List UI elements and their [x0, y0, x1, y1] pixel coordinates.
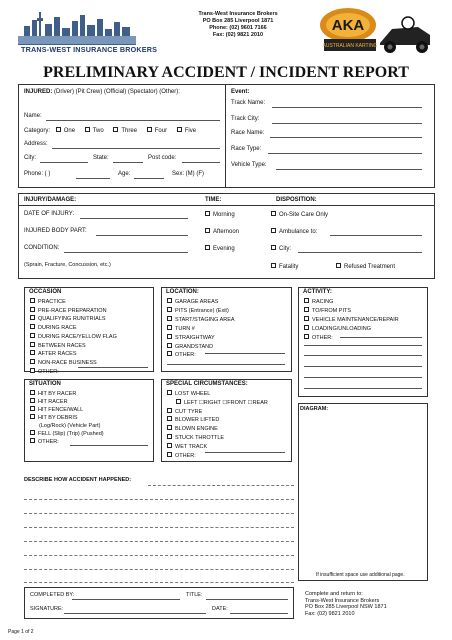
state-label: State:	[93, 155, 109, 161]
postcode-label: Post code:	[148, 155, 177, 161]
location-checkbox[interactable]	[167, 343, 172, 348]
special-checkbox[interactable]	[167, 390, 172, 395]
list-item: BLOWER LIFTED	[167, 416, 268, 425]
location-checkbox[interactable]	[167, 298, 172, 303]
list-item: LOST WHEEL	[167, 390, 268, 399]
ambulance-field[interactable]	[330, 235, 422, 236]
signature-label: SIGNATURE:	[30, 606, 64, 612]
age-field[interactable]	[134, 178, 164, 179]
time-afternoon: Afternoon	[205, 228, 239, 235]
describe-line[interactable]	[24, 582, 294, 583]
kart-logo-icon	[318, 5, 436, 55]
activity-other-field[interactable]	[340, 337, 422, 338]
completed-by-label: COMPLETED BY:	[30, 592, 75, 598]
describe-label: DESCRIBE HOW ACCIDENT HAPPENED:	[24, 477, 132, 483]
activity-list	[304, 298, 399, 343]
describe-line[interactable]	[24, 499, 294, 500]
injured-event-section	[18, 84, 435, 188]
injured-role-options: (Driver) (Pit Crew) (Official) (Spectator) (Other):	[54, 89, 180, 95]
injury-damage-header: INJURY/DAMAGE:	[24, 197, 77, 203]
page-title: PRELIMINARY ACCIDENT / INCIDENT REPORT	[43, 64, 409, 81]
date-of-injury-label: DATE OF INJURY:	[24, 211, 75, 217]
special-checkbox[interactable]	[167, 416, 172, 421]
state-field[interactable]	[113, 162, 143, 163]
injured-roles	[24, 89, 180, 95]
return-line: Trans-West Insurance Brokers	[305, 597, 380, 604]
describe-line[interactable]	[24, 569, 294, 570]
injured-body-part-label: INJURED BODY PART:	[24, 228, 87, 234]
page-number: Page 1 of 2	[8, 629, 34, 635]
special-checkbox[interactable]	[167, 443, 172, 448]
address-label: Address:	[24, 141, 48, 147]
list-item: STUCK THROTTLE	[167, 434, 268, 443]
describe-line[interactable]	[24, 513, 294, 514]
situation-checkbox[interactable]	[30, 438, 35, 443]
track-name-field[interactable]	[272, 107, 422, 108]
situation-other-field[interactable]	[70, 445, 148, 446]
activity-checkbox[interactable]	[304, 298, 309, 303]
address-line: Trans-West Insurance Brokers	[198, 11, 278, 17]
occasion-checkbox[interactable]	[30, 333, 35, 338]
list-item: WET TRACK	[167, 443, 268, 452]
special-checkbox[interactable]	[167, 408, 172, 413]
location-other-field[interactable]	[205, 353, 285, 354]
occasion-checkbox[interactable]	[30, 324, 35, 329]
name-label: Name:	[24, 113, 42, 119]
title-label: TITLE:	[186, 592, 203, 598]
city-field[interactable]	[40, 162, 88, 163]
occasion-header: OCCASION	[29, 289, 62, 295]
occasion-checkbox[interactable]	[30, 315, 35, 320]
special-list	[167, 390, 268, 460]
date-field[interactable]	[230, 613, 288, 614]
special-circumstances-header: SPECIAL CIRCUMSTANCES:	[166, 381, 248, 387]
describe-line[interactable]	[24, 541, 294, 542]
describe-line[interactable]	[24, 527, 294, 528]
occasion-checkbox[interactable]	[30, 298, 35, 303]
list-item: VEHICLE MAINTENANCE/REPAIR	[304, 316, 399, 325]
completed-by-field[interactable]	[72, 599, 180, 600]
track-city-label: Track City:	[231, 116, 260, 122]
list-item: OTHER:	[304, 334, 399, 343]
injured-label: INJURED:	[24, 89, 53, 95]
time-morning-checkbox[interactable]	[205, 211, 210, 216]
time-evening: Evening	[205, 245, 235, 252]
phone-field[interactable]	[76, 178, 110, 179]
list-item: PITS (Entrance) (Exit)	[167, 307, 235, 316]
describe-line[interactable]	[24, 555, 294, 556]
list-item: HIT BY DEBRIS	[30, 414, 104, 422]
return-line: PO Box 285 Liverpool NSW 1871	[305, 604, 387, 611]
fatality-option: Fatality	[271, 263, 298, 270]
ambulance-checkbox[interactable]	[271, 228, 276, 233]
vehicle-type-field[interactable]	[276, 169, 422, 170]
list-item: PRE-RACE PREPARATION	[30, 307, 117, 316]
category-label: Category:	[24, 128, 51, 134]
date-label: DATE:	[212, 606, 228, 612]
return-address	[305, 591, 387, 617]
list-item: (Log/Rock) (Vehicle Part)	[39, 423, 101, 429]
disposition-city-field[interactable]	[298, 252, 422, 253]
special-checkbox[interactable]	[176, 399, 181, 404]
svg-text:AUSTRALIAN KARTING: AUSTRALIAN KARTING	[322, 43, 378, 49]
phone-label: Phone: ( )	[24, 171, 51, 177]
location-checkbox[interactable]	[167, 307, 172, 312]
signature-field[interactable]	[64, 613, 206, 614]
activity-header: ACTIVITY:	[303, 289, 332, 295]
special-checkbox[interactable]	[167, 425, 172, 430]
list-item: GRANDSTAND	[167, 343, 235, 352]
age-label: Age:	[118, 171, 131, 177]
time-evening-checkbox[interactable]	[205, 245, 210, 250]
occasion-checkbox[interactable]	[30, 350, 35, 355]
list-item: OTHER:	[30, 438, 104, 446]
disposition-header: DISPOSITION:	[276, 197, 317, 203]
list-item: HIT BY RACER	[30, 390, 104, 398]
condition-hint: (Sprain, Fracture, Concussion, etc.)	[24, 262, 111, 268]
city-checkbox[interactable]	[271, 245, 276, 250]
category-four-checkbox[interactable]	[147, 127, 152, 132]
category-one-checkbox[interactable]	[56, 127, 61, 132]
race-name-label: Race Name:	[231, 130, 265, 136]
onsite-care-checkbox[interactable]	[271, 211, 276, 216]
race-name-field[interactable]	[270, 137, 422, 138]
disposition-city: City:	[271, 245, 291, 252]
return-line: Fax: (02) 9821 2010	[305, 610, 355, 617]
location-checkbox[interactable]	[167, 325, 172, 330]
occasion-other-field[interactable]	[78, 367, 148, 368]
occasion-checkbox[interactable]	[30, 359, 35, 364]
vehicle-type-label: Vehicle Type:	[231, 162, 267, 168]
condition-field[interactable]	[64, 252, 188, 253]
list-item: TO/FROM PITS	[304, 307, 399, 316]
disposition-ambulance: Ambulance to:	[271, 228, 317, 235]
occasion-checkbox[interactable]	[30, 368, 35, 373]
situation-list	[30, 390, 104, 446]
list-item: OTHER:	[30, 368, 117, 377]
list-item: BETWEEN RACES	[30, 342, 117, 351]
activity-checkbox[interactable]	[304, 307, 309, 312]
address-line: Fax: (02) 9821 2010	[212, 32, 264, 38]
list-item: TURN #	[167, 325, 235, 334]
diagram-label: DIAGRAM:	[300, 406, 329, 412]
situation-checkbox[interactable]	[30, 406, 35, 411]
list-item: OTHER:	[167, 452, 268, 461]
city-skyline-icon	[18, 8, 136, 44]
location-list	[167, 298, 235, 360]
special-checkbox[interactable]	[167, 434, 172, 439]
list-item: HIT FENCE/WALL	[30, 406, 104, 414]
list-item: FELL (Slip) (Trip) (Pushed)	[30, 430, 104, 438]
situation-checkbox[interactable]	[30, 398, 35, 403]
header-address	[178, 11, 298, 39]
address-line: PO Box 285 Liverpool 1871	[202, 18, 274, 24]
activity-checkbox[interactable]	[304, 334, 309, 339]
condition-label: CONDITION:	[24, 245, 60, 251]
list-item: START/STAGING AREA	[167, 316, 235, 325]
category-three-checkbox[interactable]	[113, 127, 118, 132]
describe-line[interactable]	[148, 485, 294, 486]
list-item: AFTER RACES	[30, 350, 117, 359]
time-morning: Morning	[205, 211, 235, 218]
track-city-field[interactable]	[272, 123, 422, 124]
category-row: Category: One Two Three Four Five	[24, 128, 197, 134]
address-field[interactable]	[52, 148, 220, 149]
situation-checkbox[interactable]	[30, 414, 35, 419]
additional-page-note: If insufficient space use additional page.	[316, 572, 405, 578]
special-other-field[interactable]	[205, 452, 285, 453]
list-item: NON-RACE BUSINESS	[30, 359, 117, 368]
list-item: BLOWN ENGINE	[167, 425, 268, 434]
situation-checkbox[interactable]	[30, 430, 35, 435]
list-item: HIT RACER	[30, 398, 104, 406]
disposition-onsite: On-Site Care Only	[271, 211, 328, 218]
company-logo-text: TRANS-WEST INSURANCE BROKERS	[21, 45, 158, 54]
address-line: Phone: (02) 9601 7166	[209, 25, 267, 31]
category-five-checkbox[interactable]	[177, 127, 182, 132]
race-type-label: Race Type:	[231, 146, 262, 152]
situation-checkbox[interactable]	[30, 390, 35, 395]
event-label: Event:	[231, 89, 250, 95]
postcode-field[interactable]	[182, 162, 220, 163]
special-checkbox[interactable]	[167, 452, 172, 457]
occasion-list	[30, 298, 117, 376]
list-item: STRAIGHTWAY	[167, 334, 235, 343]
location-checkbox[interactable]	[167, 316, 172, 321]
location-checkbox[interactable]	[167, 334, 172, 339]
list-item: QUALIFYING RUN/TRIALS	[30, 315, 117, 324]
return-line: Complete and return to:	[305, 591, 363, 597]
list-item: OTHER:	[167, 351, 235, 360]
company-logo	[18, 8, 158, 54]
list-item: CUT TYRE	[167, 408, 268, 417]
list-item: DURING RACE/YELLOW FLAG	[30, 333, 117, 342]
location-checkbox[interactable]	[167, 351, 172, 356]
svg-text:AKA: AKA	[331, 17, 365, 34]
activity-checkbox[interactable]	[304, 316, 309, 321]
diagram-box[interactable]	[298, 403, 428, 581]
occasion-checkbox[interactable]	[30, 307, 35, 312]
list-item: LEFT ☐RIGHT ☐FRONT ☐REAR	[167, 399, 268, 408]
location-header: LOCATION:	[166, 289, 199, 295]
city-label: City:	[24, 155, 36, 161]
title-field[interactable]	[206, 599, 288, 600]
sex-label: Sex: (M) (F)	[172, 171, 204, 177]
fatality-checkbox[interactable]	[271, 263, 276, 268]
list-item: LOADING/UNLOADING	[304, 325, 399, 334]
injured-body-part-field[interactable]	[96, 235, 188, 236]
karting-logo	[318, 5, 436, 55]
occasion-checkbox[interactable]	[30, 342, 35, 347]
name-field[interactable]	[46, 120, 220, 121]
activity-checkbox[interactable]	[304, 325, 309, 330]
list-item: DURING RACE	[30, 324, 117, 333]
race-type-field[interactable]	[268, 153, 422, 154]
category-two-checkbox[interactable]	[85, 127, 90, 132]
situation-header: SITUATION	[29, 381, 61, 387]
list-item: GARAGE AREAS	[167, 298, 235, 307]
time-header: TIME:	[205, 197, 222, 203]
list-item: PRACTICE	[30, 298, 117, 307]
date-of-injury-field[interactable]	[80, 218, 188, 219]
refused-treatment-option: Refused Treatment	[336, 263, 395, 270]
list-item: RACING	[304, 298, 399, 307]
track-name-label: Track Name:	[231, 100, 266, 106]
time-afternoon-checkbox[interactable]	[205, 228, 210, 233]
refused-treatment-checkbox[interactable]	[336, 263, 341, 268]
